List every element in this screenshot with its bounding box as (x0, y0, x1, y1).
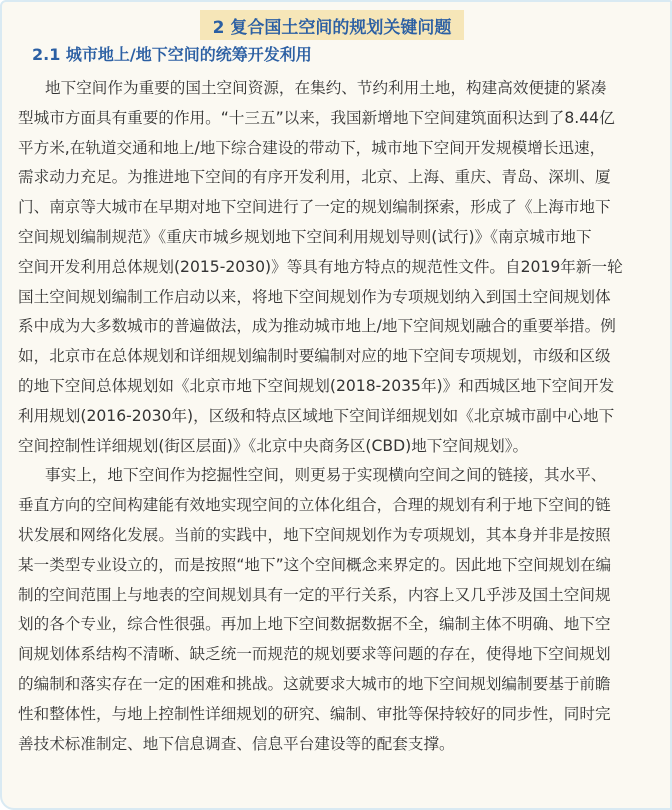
paragraph-2-line: 的编制和落实存在一定的困难和挑战。这就要求大城市的地下空间规划编制要基于前瞻 (18, 674, 611, 693)
paragraph-2-line: 事实上，地下空间作为挖掘性空间，则更易于实现横向空间之间的链接，其水平、 (45, 466, 607, 485)
paragraph-1-line: 国土空间规划编制工作启动以来，将地下空间规划作为专项规划纳入到国土空间规划体 (18, 287, 611, 306)
article-body (2, 74, 672, 759)
paragraph-1-line: 地下空间作为重要的国土空间资源，在集约、节约利用土地，构建高效便捷的紧凑 (45, 79, 607, 97)
paragraph-2-line: 划的各个专业，综合性很强。再加上地下空间数据数据不全，编制主体不明确、地下空 (18, 615, 611, 634)
paragraph-1-line: 空间规划编制规范》《重庆市城乡规划地下空间利用规划导则(试行)》《南京城市地下 (18, 227, 592, 246)
paragraph-2-line: 性和整体性，与地上控制性详细规划的研究、编制、审批等保持较好的同步性，同时完 (18, 704, 611, 723)
paragraph-1-line: 平方米,在轨道交通和地上/地下综合建设的带动下，城市地下空间开发规模增长迅速， (18, 138, 606, 157)
section-title-bar (200, 10, 464, 40)
paragraph-1-line: 系中成为大多数城市的普遍做法，成为推动城市地上/地下空间规划融合的重要举措。例 (18, 317, 616, 336)
paragraph-1-line: 空间控制性详细规划(街区层面)》《北京中央商务区(CBD)地下空间规划》。 (18, 436, 529, 455)
paragraph-1-line: 如，北京市在总体规划和详细规划编制时要编制对应的地下空间专项规划，市级和区级 (18, 347, 611, 366)
paragraph-1-line: 的地下空间总体规划如《北京市地下空间规划(2018-2035年)》和西城区地下空间开发 (18, 376, 615, 395)
section-title: 2 复合国土空间的规划关键问题 (212, 17, 452, 38)
paragraph-2-line: 垂直方向的空间构建能有效地实现空间的立体化组合，合理的规划有利于地下空间的链 (18, 496, 611, 515)
paragraph-2-line: 状发展和网络化发展。当前的实践中，地下空间规划作为专项规划，其本身并非是按照 (18, 525, 611, 544)
paragraph-2-line: 某一类型专业设立的，而是按照“地下”这个空间概念来界定的。因此地下空间规划在编 (18, 555, 612, 574)
paragraph-2-line: 制的空间范围上与地表的空间规划具有一定的平行关系，内容上又几乎涉及国土空间规 (18, 585, 611, 604)
paragraph-1-line: 门、南京等大城市在早期对地下空间进行了一定的规划编制探索，形成了《上海市地下 (18, 198, 611, 217)
paragraph-2-line: 间规划体系结构不清晰、缺乏统一而规范的规划要求等问题的存在，使得地下空间规划 (18, 645, 611, 664)
paragraph-1-line: 需求动力充足。为推进地下空间的有序开发利用，北京、上海、重庆、青岛、深圳、厦 (18, 168, 611, 187)
paragraph-1-line: 利用规划(2016-2030年)，区级和特点区域地下空间详细规划如《北京城市副中心地下 (18, 406, 615, 425)
subsection-title: 2.1 城市地上/地下空间的统筹开发利用 (32, 45, 312, 64)
paragraph-2-line: 善技术标准制定、地下信息调查、信息平台建设等的配套支撑。 (18, 734, 455, 753)
paragraph-1-line: 空间开发利用总体规划(2015-2030)》等具有地方特点的规范性文件。自2019年新一轮 (18, 257, 623, 276)
paragraph-1-line: 型城市方面具有重要的作用。“十三五”以来，我国新增地下空间建筑面积达到了8.44亿 (18, 108, 615, 127)
